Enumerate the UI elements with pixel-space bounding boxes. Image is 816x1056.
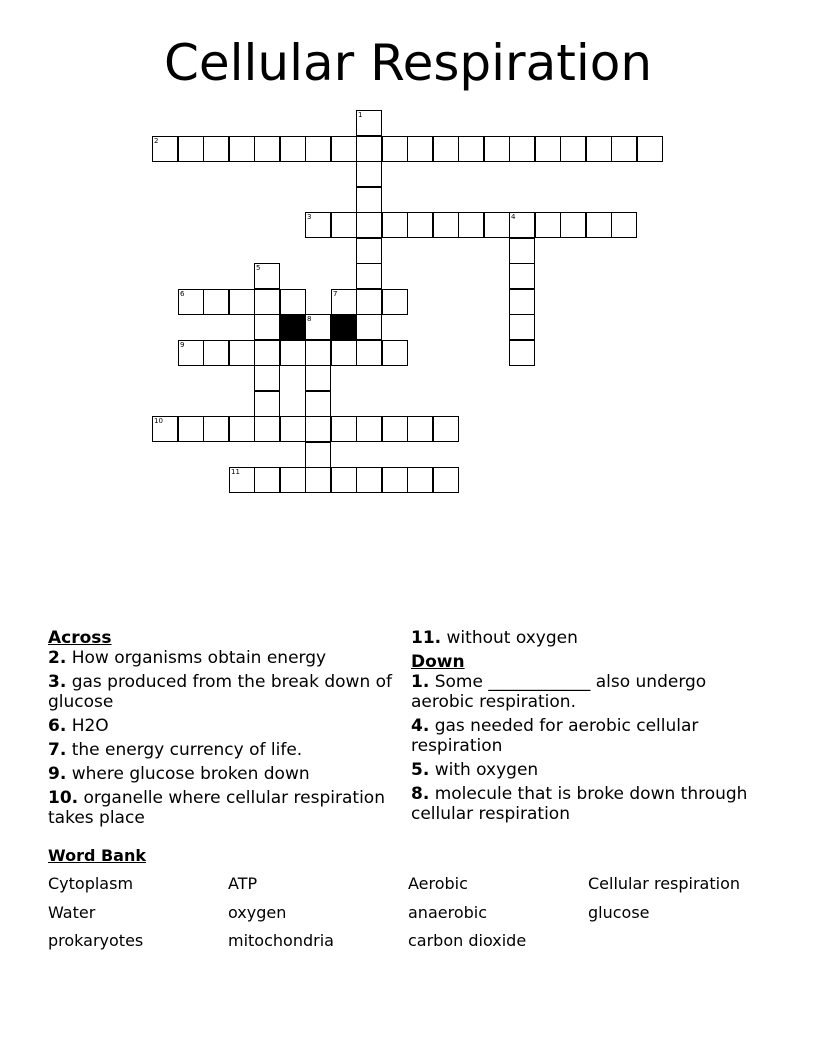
crossword-cell[interactable] [407,467,433,493]
clues-column-left [48,628,393,832]
clue-number: 5. [411,760,430,780]
clue-item [411,628,756,648]
clue-number: 8. [411,784,430,804]
clue-item [411,716,756,756]
crossword-cell[interactable] [509,212,535,238]
clue-number: 9. [48,764,67,784]
crossword-cell[interactable] [356,416,382,442]
clue-number: 2. [48,648,67,668]
crossword-cell[interactable] [331,467,357,493]
crossword-cell[interactable] [254,340,280,366]
crossword-cell[interactable] [611,136,637,162]
blocked-cell [331,314,357,340]
crossword-cell[interactable] [280,136,306,162]
crossword-cell[interactable] [254,365,280,391]
word-bank-item: ATP [228,874,258,893]
crossword-cell[interactable] [229,340,255,366]
clue-item [48,764,393,784]
crossword-cell[interactable] [356,289,382,315]
clue-number-label: 5 [256,264,261,272]
crossword-cell[interactable] [356,263,382,289]
crossword-cell[interactable] [331,212,357,238]
clue-item [48,672,393,712]
crossword-cell[interactable] [229,416,255,442]
crossword-cell[interactable] [509,136,535,162]
crossword-cell[interactable] [484,212,510,238]
crossword-cell[interactable] [637,136,663,162]
clue-text: the energy currency of life. [71,740,303,760]
crossword-cell[interactable] [305,314,331,340]
crossword-cell[interactable] [484,136,510,162]
crossword-cell[interactable] [382,416,408,442]
clue-number-label: 6 [180,290,185,298]
crossword-cell[interactable] [178,340,204,366]
clue-number-label: 3 [307,213,312,221]
clues-column-right [411,628,756,828]
crossword-cell[interactable] [382,340,408,366]
clue-text: H2O [71,716,109,736]
clue-text: gas produced from the break down of glucose [48,672,393,712]
crossword-cell[interactable] [305,391,331,417]
crossword-cell[interactable] [509,263,535,289]
crossword-cell[interactable] [356,212,382,238]
crossword-cell[interactable] [203,340,229,366]
page-title: Cellular Respiration [163,34,653,92]
crossword-cell[interactable] [560,136,586,162]
crossword-cell[interactable] [178,416,204,442]
crossword-cell[interactable] [356,238,382,264]
clue-number-label: 11 [231,468,240,476]
blocked-cell [280,314,306,340]
crossword-cell[interactable] [535,212,561,238]
clue-number-label: 8 [307,315,312,323]
crossword-cell[interactable] [178,136,204,162]
crossword-cell[interactable] [586,212,612,238]
clue-number: 4. [411,716,430,736]
clue-number: 10. [48,788,79,808]
crossword-cell[interactable] [254,136,280,162]
word-bank-item: Cellular respiration [588,874,740,893]
word-bank-item: mitochondria [228,931,334,950]
clue-text: without oxygen [446,628,578,648]
clue-number: 11. [411,628,442,648]
crossword-cell[interactable] [305,340,331,366]
crossword-cell[interactable] [356,467,382,493]
crossword-cell[interactable] [433,212,459,238]
clue-number: 3. [48,672,67,692]
crossword-cell[interactable] [280,289,306,315]
crossword-cell[interactable] [356,340,382,366]
word-bank-item: prokaryotes [48,931,144,950]
clue-number-label: 4 [511,213,516,221]
clue-number: 6. [48,716,67,736]
crossword-cell[interactable] [178,289,204,315]
crossword-cell[interactable] [305,136,331,162]
crossword-cell[interactable] [305,365,331,391]
crossword-cell[interactable] [331,289,357,315]
clue-item [48,648,393,668]
clue-number-label: 9 [180,341,185,349]
crossword-cell[interactable] [254,416,280,442]
crossword-cell[interactable] [382,136,408,162]
crossword-cell[interactable] [433,136,459,162]
clue-number: 1. [411,672,430,692]
clue-heading: Across [48,628,112,648]
crossword-cell[interactable] [254,289,280,315]
crossword-cell[interactable] [407,136,433,162]
word-bank-item: glucose [588,903,650,922]
crossword-cell[interactable] [331,136,357,162]
clue-item [411,784,756,824]
crossword-cell[interactable] [356,314,382,340]
clue-item [48,788,393,828]
crossword-cell[interactable] [280,467,306,493]
crossword-cell[interactable] [203,416,229,442]
clue-text: molecule that is broke down through cellular respiration [411,784,748,824]
crossword-cell[interactable] [280,416,306,442]
crossword-cell[interactable] [433,416,459,442]
crossword-cell[interactable] [229,289,255,315]
clue-number-label: 10 [154,417,163,425]
word-bank-item: Water [48,903,96,922]
crossword-cell[interactable] [203,136,229,162]
crossword-cell[interactable] [560,212,586,238]
crossword-cell[interactable] [305,442,331,468]
crossword-cell[interactable] [356,136,382,162]
clue-item [48,716,393,736]
crossword-cell[interactable] [433,467,459,493]
crossword-cell[interactable] [382,212,408,238]
clue-item [48,740,393,760]
word-bank-item: Aerobic [408,874,468,893]
crossword-cell[interactable] [229,136,255,162]
crossword-cell[interactable] [331,416,357,442]
clue-item [411,672,756,712]
crossword-cell[interactable] [458,136,484,162]
crossword-cell[interactable] [229,467,255,493]
crossword-cell[interactable] [356,187,382,213]
clue-number-label: 2 [154,137,159,145]
crossword-cell[interactable] [611,212,637,238]
crossword-cell[interactable] [152,416,178,442]
crossword-cell[interactable] [535,136,561,162]
clue-text: How organisms obtain energy [71,648,327,668]
crossword-cell[interactable] [254,467,280,493]
crossword-cell[interactable] [356,161,382,187]
crossword-cell[interactable] [331,340,357,366]
crossword-cell[interactable] [203,289,229,315]
clue-item [411,760,756,780]
crossword-cell[interactable] [254,391,280,417]
word-bank-title: Word Bank [48,846,147,865]
word-bank-item: oxygen [228,903,287,922]
crossword-cell[interactable] [407,212,433,238]
clue-text: organelle where cellular respiration takes place [48,788,385,828]
crossword-cell[interactable] [382,289,408,315]
crossword-cell[interactable] [254,314,280,340]
crossword-cell[interactable] [458,212,484,238]
clue-text: gas needed for aerobic cellular respiration [411,716,699,756]
clue-text: with oxygen [434,760,539,780]
word-bank-item: Cytoplasm [48,874,134,893]
crossword-cell[interactable] [509,340,535,366]
clue-number-label: 7 [333,290,338,298]
clue-number-label: 1 [358,111,363,119]
crossword-cell[interactable] [586,136,612,162]
word-bank-item: anaerobic [408,903,488,922]
word-bank-item: carbon dioxide [408,931,527,950]
crossword-cell[interactable] [382,467,408,493]
crossword-cell[interactable] [254,263,280,289]
crossword-cell[interactable] [509,238,535,264]
crossword-cell[interactable] [152,136,178,162]
crossword-cell[interactable] [305,416,331,442]
clue-text: Some ____________ also undergo aerobic respiration. [411,672,707,712]
clue-text: where glucose broken down [71,764,310,784]
crossword-cell[interactable] [280,340,306,366]
crossword-cell[interactable] [509,314,535,340]
crossword-cell[interactable] [407,416,433,442]
crossword-cell[interactable] [305,212,331,238]
clue-number: 7. [48,740,67,760]
crossword-cell[interactable] [356,110,382,136]
crossword-cell[interactable] [509,289,535,315]
clue-heading: Down [411,652,465,672]
crossword-cell[interactable] [305,467,331,493]
